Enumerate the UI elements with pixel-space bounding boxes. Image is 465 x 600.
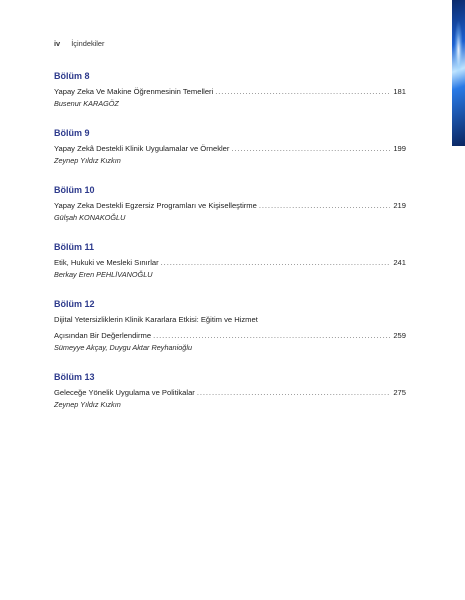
chapter-page: 275 (393, 388, 406, 397)
chapter-author: Zeynep Yıldız Kızkın (54, 156, 121, 165)
dot-leader (215, 86, 390, 98)
chapter-page: 241 (393, 258, 406, 267)
chapter-label: Bölüm 9 (54, 128, 90, 138)
chapter-label: Bölüm 8 (54, 71, 90, 81)
chapter-author: Berkay Eren PEHLİVANOĞLU (54, 270, 153, 279)
toc-entry[interactable] (54, 143, 406, 155)
chapter-label: Bölüm 13 (54, 372, 95, 382)
chapter-author: Busenur KARAGÖZ (54, 99, 119, 108)
toc-chapter-10 (54, 185, 406, 223)
dot-leader (161, 257, 391, 269)
chapter-page: 259 (393, 331, 406, 340)
toc-entry[interactable] (54, 330, 406, 342)
toc-entry[interactable] (54, 200, 406, 212)
chapter-title: Geleceğe Yönelik Uygulama ve Politikalar (54, 388, 195, 397)
chapter-label: Bölüm 12 (54, 299, 95, 309)
toc-chapter-12 (54, 299, 406, 353)
toc-chapter-9 (54, 128, 406, 166)
toc-entry[interactable] (54, 387, 406, 399)
chapter-title: Yapay Zekâ Destekli Klinik Uygulamalar ve Örnekler (54, 144, 230, 153)
chapter-page: 199 (393, 144, 406, 153)
dot-leader (153, 330, 390, 342)
toc-chapter-8 (54, 71, 406, 109)
dot-leader (259, 200, 390, 212)
running-header (54, 39, 105, 48)
toc-entry[interactable] (54, 86, 406, 98)
chapter-title: Yapay Zeka Ve Makine Öğrenmesinin Temelleri (54, 87, 214, 96)
chapter-author: Gülşah KONAKOĞLU (54, 213, 126, 222)
chapter-page: 181 (393, 87, 406, 96)
dot-leader (197, 387, 390, 399)
chapter-label: Bölüm 10 (54, 185, 95, 195)
toc-chapter-13 (54, 372, 406, 410)
dot-leader (231, 143, 390, 155)
cover-edge-decoration (452, 0, 465, 146)
chapter-title: Yapay Zeka Destekli Egzersiz Programları ve Kişiselleştirme (54, 201, 257, 210)
running-title: İçindekiler (71, 39, 105, 48)
chapter-page: 219 (393, 201, 406, 210)
chapter-label: Bölüm 11 (54, 242, 95, 252)
toc-chapter-11 (54, 242, 406, 280)
chapter-title: Etik, Hukuki ve Mesleki Sınırlar (54, 258, 159, 267)
page-number: iv (54, 39, 61, 48)
chapter-title: Açısından Bir Değerlendirme (54, 331, 152, 340)
chapter-author: Zeynep Yıldız Kızkın (54, 400, 121, 409)
chapter-author: Sümeyye Akçay, Duygu Aktar Reyhanioğlu (54, 343, 193, 352)
chapter-title-line[interactable]: Dijital Yetersizliklerin Klinik Kararlara Etkisi: Eğitim ve Hizmet (54, 315, 258, 324)
toc-entry[interactable] (54, 257, 406, 269)
